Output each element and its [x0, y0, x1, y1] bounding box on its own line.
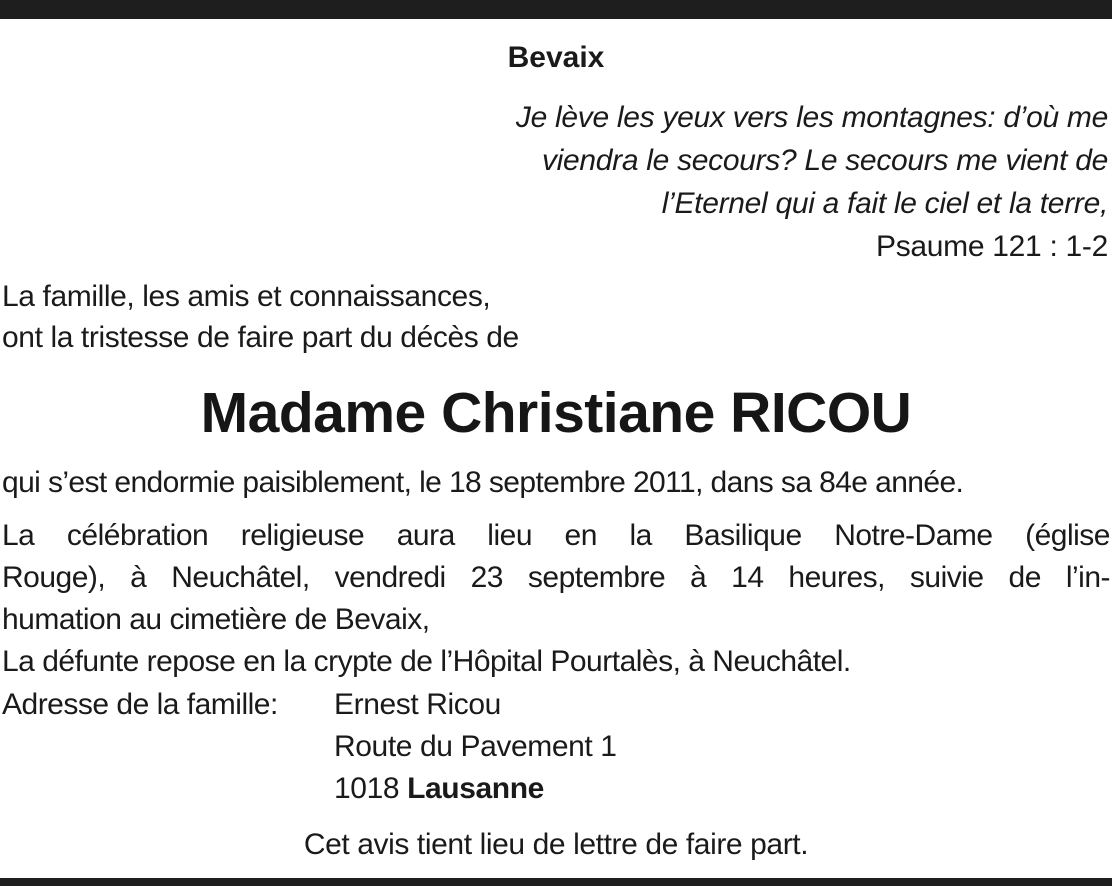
- address-locality: [334, 768, 617, 810]
- address-label: Adresse de la famille:: [2, 688, 278, 721]
- ceremony-line: Rouge), à Neuchâtel, vendredi 23 septembre à 14 heures, suivie de l’in-: [2, 561, 1110, 594]
- verse-line: viendra le secours? Le secours me vient de: [541, 144, 1108, 177]
- address-name: Ernest Ricou: [334, 688, 501, 721]
- address-city: Lausanne: [407, 772, 544, 805]
- intro-line: La famille, les amis et connaissances,: [2, 280, 491, 313]
- verse-line: Je lève les yeux vers les montagnes: d’où me: [515, 101, 1108, 134]
- repose-line: La défunte repose en la crypte de l’Hôpital Pourtalès, à Neuchâtel.: [2, 645, 851, 678]
- ceremony-details: [2, 515, 1110, 683]
- address-street: Route du Pavement 1: [334, 730, 617, 763]
- verse-reference: Psaume 121 : 1-2: [875, 230, 1108, 263]
- address-postcode: 1018: [334, 772, 400, 805]
- verse-line: l’Eternel qui a fait le ciel et la terre,: [661, 187, 1108, 220]
- top-border-rule: [0, 0, 1112, 19]
- family-address: [334, 684, 617, 810]
- closing-note: Cet avis tient lieu de lettre de faire part.: [303, 828, 809, 861]
- intro-line: ont la tristesse de faire part du décès de: [2, 321, 519, 354]
- bottom-border-rule: [0, 878, 1112, 886]
- place-heading: Bevaix: [507, 41, 605, 74]
- ceremony-line: humation au cimetière de Bevaix,: [2, 603, 430, 636]
- announcement-intro: [2, 276, 519, 358]
- ceremony-line: La célébration religieuse aura lieu en la Basilique Notre-Dame (église: [2, 519, 1110, 552]
- deceased-name: Madame Christiane RICOU: [200, 381, 912, 445]
- death-notice: qui s’est endormie paisiblement, le 18 septembre 2011, dans sa 84e année.: [2, 466, 964, 499]
- psalm-verse: [348, 96, 1108, 268]
